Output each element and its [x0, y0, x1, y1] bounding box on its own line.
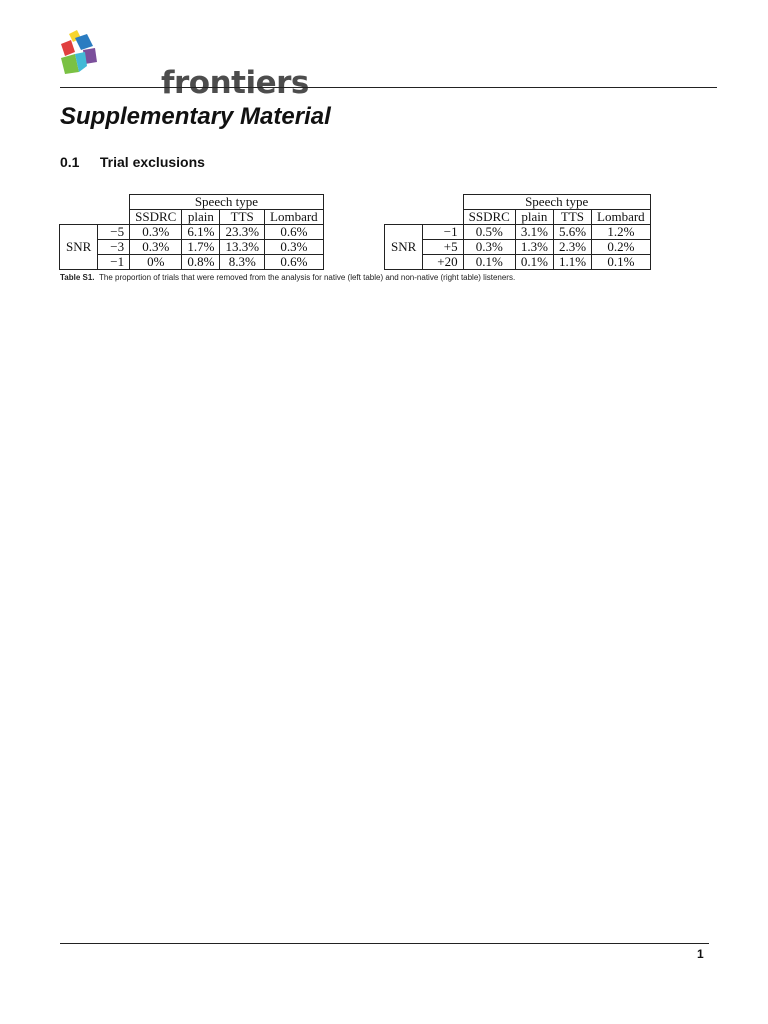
caption-label: Table S1.	[60, 273, 95, 282]
table-cell: 6.1%	[182, 225, 220, 240]
table-header-row	[385, 195, 651, 210]
exclusion-table-non-native	[384, 194, 651, 270]
table-cell: 23.3%	[220, 225, 265, 240]
column-header: plain	[182, 210, 220, 225]
table-row	[385, 225, 651, 240]
table-row	[60, 225, 324, 240]
table-cell: 1.7%	[182, 240, 220, 255]
column-header: TTS	[553, 210, 591, 225]
table-cell: 8.3%	[220, 255, 265, 270]
table-cell: 1.2%	[592, 225, 651, 240]
table-cell: 2.3%	[553, 240, 591, 255]
table-cell: 0.2%	[592, 240, 651, 255]
footer-rule	[60, 943, 709, 944]
logo-wordmark: frontiers	[161, 65, 309, 101]
table-cell: 1.3%	[515, 240, 553, 255]
row-group-label: SNR	[60, 225, 98, 270]
table-cell: 0.8%	[182, 255, 220, 270]
column-header: SSDRC	[463, 210, 515, 225]
table-cell: 1.1%	[553, 255, 591, 270]
table-row	[60, 255, 324, 270]
column-header: plain	[515, 210, 553, 225]
table-cell: 0.3%	[130, 225, 182, 240]
snr-value: −1	[98, 255, 130, 270]
snr-value: +5	[423, 240, 463, 255]
column-header: Lombard	[592, 210, 651, 225]
caption-text: The proportion of trials that were removed from the analysis for native (left table) and non-native (right table) listeners.	[98, 273, 516, 282]
section-heading	[60, 154, 205, 170]
table-cell: 0.6%	[265, 255, 324, 270]
document-title: Supplementary Material	[60, 103, 331, 130]
table-header-row	[60, 195, 324, 210]
snr-value: −5	[98, 225, 130, 240]
section-number: 0.1	[60, 154, 80, 170]
column-header: Lombard	[265, 210, 324, 225]
table-column-row	[60, 210, 324, 225]
table-caption	[60, 273, 515, 282]
snr-value: +20	[423, 255, 463, 270]
table-row	[385, 240, 651, 255]
column-header: SSDRC	[130, 210, 182, 225]
table-cell: 0.3%	[265, 240, 324, 255]
table-cell: 0.5%	[463, 225, 515, 240]
section-title: Trial exclusions	[99, 154, 205, 170]
table-cell: 0%	[130, 255, 182, 270]
table-cell: 3.1%	[515, 225, 553, 240]
table-cell: 0.1%	[463, 255, 515, 270]
group-header: Speech type	[130, 195, 324, 210]
table-row	[385, 255, 651, 270]
table-cell: 0.1%	[592, 255, 651, 270]
table-cell: 0.6%	[265, 225, 324, 240]
table-cell: 0.3%	[130, 240, 182, 255]
table-cell: 5.6%	[553, 225, 591, 240]
header-rule	[60, 87, 717, 88]
page-number: 1	[697, 947, 704, 961]
table-cell: 13.3%	[220, 240, 265, 255]
exclusion-table-native	[59, 194, 324, 270]
frontiers-logo-mark	[57, 28, 103, 78]
group-header: Speech type	[463, 195, 650, 210]
table-row	[60, 240, 324, 255]
snr-value: −3	[98, 240, 130, 255]
row-group-label: SNR	[385, 225, 423, 270]
table-cell: 0.1%	[515, 255, 553, 270]
column-header: TTS	[220, 210, 265, 225]
frontiers-logo	[57, 28, 309, 101]
table-column-row	[385, 210, 651, 225]
table-cell: 0.3%	[463, 240, 515, 255]
snr-value: −1	[423, 225, 463, 240]
